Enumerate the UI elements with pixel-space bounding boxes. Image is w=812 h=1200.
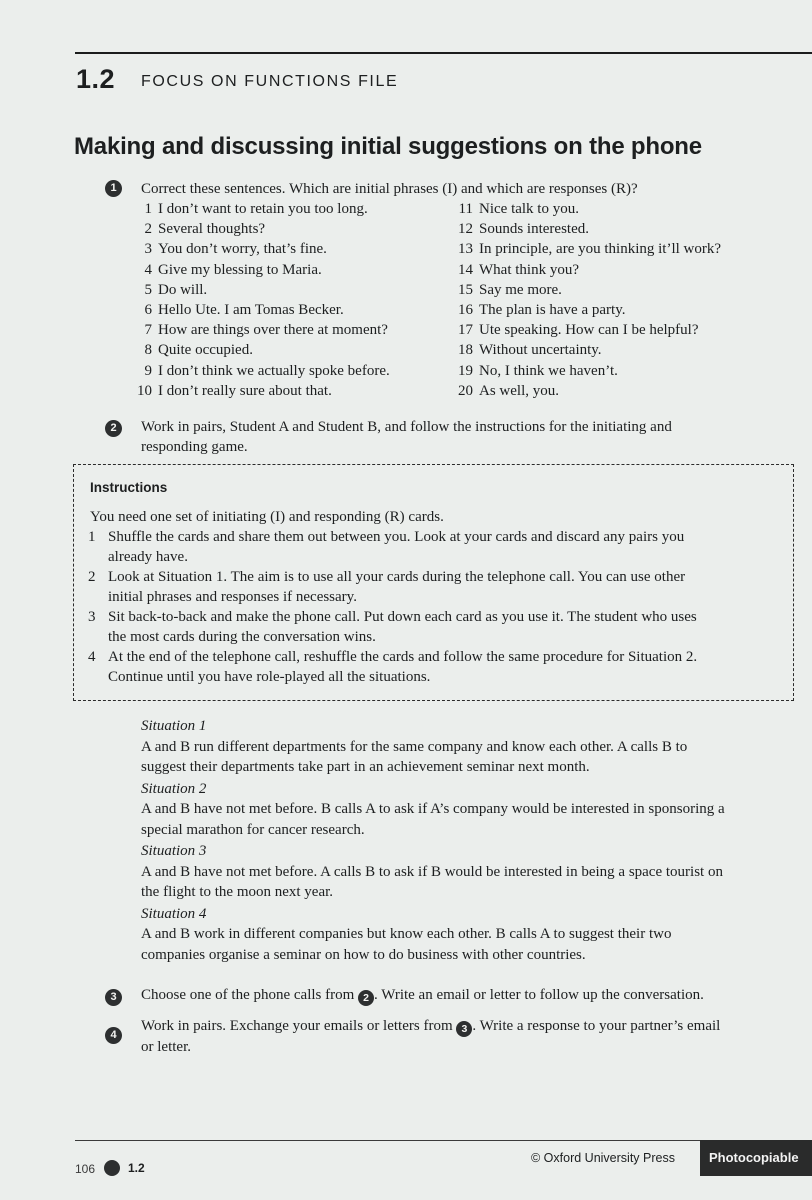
circle-bullet-icon bbox=[104, 1160, 120, 1176]
list-item: 19 No, I think we haven’t. bbox=[458, 362, 618, 379]
situation-title: Situation 1 bbox=[141, 718, 207, 734]
situation-text: A and B work in different companies but know each other. B calls A to suggest their two companies organise a seminar on how to do business with other countries. bbox=[141, 926, 672, 963]
exercise-3-number-icon: 3 bbox=[105, 989, 122, 1006]
instruction-step: 3 Sit back-to-back and make the phone call. Put down each card as you use it. The student who uses the most cards during the conversation wins. bbox=[88, 609, 697, 645]
situation-title: Situation 3 bbox=[141, 843, 207, 859]
exercise-1-right-column bbox=[455, 199, 721, 401]
list-item: 9 I don’t think we actually spoke before. bbox=[144, 362, 390, 379]
instruction-step: 2 Look at Situation 1. The aim is to use all your cards during the telephone call. You can use other initial phrases and responses if necessary. bbox=[88, 569, 686, 605]
exercise-1-number-icon: 1 bbox=[105, 180, 122, 197]
list-item: 11 Nice talk to you. bbox=[458, 201, 579, 217]
list-item: 4 Give my blessing to Maria. bbox=[144, 261, 322, 278]
situation-title: Situation 2 bbox=[141, 780, 207, 797]
exercise-1-prompt: Correct these sentences. Which are initial phrases (I) and which are responses (R)? bbox=[141, 181, 638, 197]
exercise-4-prompt: Work in pairs. Exchange your emails or letters from 3 . Write a response to your partner’s email or letter. bbox=[141, 1018, 721, 1055]
list-item: 18 Without uncertainty. bbox=[458, 342, 602, 359]
publisher-credit: © Oxford University Press bbox=[531, 1151, 675, 1165]
instructions-intro: You need one set of initiating (I) and responding (R) cards. bbox=[90, 509, 444, 525]
exercise-4-number-icon: 4 bbox=[105, 1027, 122, 1044]
photocopiable-badge: Photocopiable bbox=[700, 1140, 812, 1176]
list-item: 2 Several thoughts? bbox=[144, 221, 266, 238]
list-item: 16 The plan is have a party. bbox=[458, 302, 626, 319]
list-item: 14 What think you? bbox=[458, 261, 579, 278]
exercise-3-prompt: Choose one of the phone calls from 2 . Write an email or letter to follow up the conversation. bbox=[141, 987, 704, 1004]
situations-list bbox=[141, 716, 801, 966]
list-item: 5 Do will. bbox=[144, 281, 208, 298]
list-item: 8 Quite occupied. bbox=[144, 342, 253, 359]
instructions-title: Instructions bbox=[90, 480, 168, 495]
list-item: 10 I don’t really sure about that. bbox=[137, 382, 332, 399]
exercise-2-number-icon: 2 bbox=[105, 420, 122, 437]
section-number: 1.2 bbox=[76, 64, 116, 94]
list-item: 12 Sounds interested. bbox=[458, 221, 589, 238]
exercise-2-ref-icon: 2 bbox=[358, 990, 374, 1006]
situation-text: A and B run different departments for the same company and know each other. A calls B to suggest their departments take part in an achievement seminar next month. bbox=[141, 738, 688, 775]
exercise-2-prompt: Work in pairs, Student A and Student B, and follow the instructions for the initiating and responding game. bbox=[141, 419, 672, 455]
list-item: 7 How are things over there at moment? bbox=[144, 322, 388, 339]
instruction-step: 1 Shuffle the cards and share them out between you. Look at your cards and discard any pairs you already have. bbox=[88, 529, 685, 565]
section-title: FOCUS ON FUNCTIONS FILE bbox=[141, 73, 399, 90]
page-number: 106 bbox=[75, 1162, 96, 1176]
list-item: 13 In principle, are you thinking it’ll work? bbox=[458, 241, 722, 258]
list-item: 3 You don’t worry, that’s fine. bbox=[144, 241, 327, 258]
situation-title: Situation 4 bbox=[141, 905, 207, 922]
list-item: 1 I don’t want to retain you too long. bbox=[144, 201, 368, 217]
list-item: 20 As well, you. bbox=[458, 382, 559, 399]
list-item: 17 Ute speaking. How can I be helpful? bbox=[458, 322, 699, 339]
list-item: 15 Say me more. bbox=[458, 281, 562, 298]
situation-text: A and B have not met before. A calls B to ask if B would be interested in being a space tourist on the flight to the moon next year. bbox=[141, 863, 723, 900]
instructions-steps bbox=[88, 527, 788, 687]
exercise-3-ref-icon: 3 bbox=[456, 1021, 472, 1037]
page-title: Making and discussing initial suggestions on the phone bbox=[74, 133, 702, 160]
situation-text: A and B have not met before. B calls A to ask if A’s company would be interested in sponsoring a special marathon for cancer research. bbox=[141, 801, 725, 838]
exercise-1-left-column bbox=[134, 199, 390, 401]
list-item: 6 Hello Ute. I am Tomas Becker. bbox=[144, 302, 344, 319]
instruction-step: 4 At the end of the telephone call, reshuffle the cards and follow the same procedure for Situation 2. Continue until you have role-played all the situations. bbox=[88, 649, 698, 685]
header-rule bbox=[75, 52, 812, 54]
footer-section: 1.2 bbox=[128, 1161, 145, 1175]
